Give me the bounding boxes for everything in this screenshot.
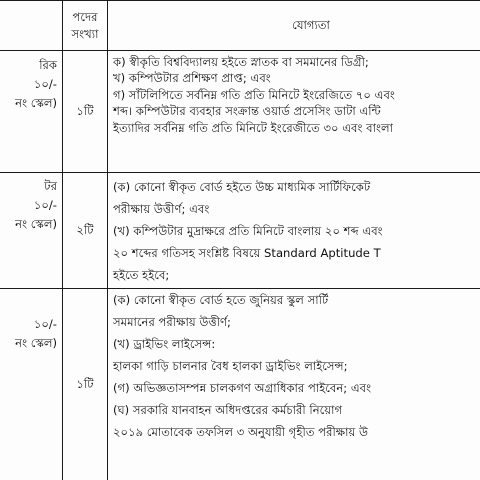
post-name-cell (0, 51, 63, 173)
qualification-cell (108, 173, 480, 289)
table-row (0, 289, 480, 480)
table-row (0, 51, 480, 173)
qualification-line: সমমানের পরীক্ষায় উত্তীর্ণ; (113, 315, 231, 329)
post-name-line: ১০/- (33, 198, 57, 212)
post-name-line: নং স্কেল) (15, 336, 57, 350)
qualification-line: পরীক্ষায় উত্তীর্ণ; এবং (113, 202, 210, 216)
qualification-header: যোগ্যতা (108, 1, 480, 51)
qualification-line: (খ) ড্রাইভিং লাইসেন্স: (113, 337, 216, 351)
post-name-cell (0, 173, 63, 289)
post-count-cell: ২টি (63, 173, 108, 289)
post-name-cell (0, 289, 63, 480)
post-name-header (0, 1, 63, 51)
post-count-header (63, 1, 108, 51)
qualification-line: (ক) কোনো স্বীকৃত বোর্ড হইতে উচ্চ মাধ্যমিক সার্টিফিকেট (113, 180, 371, 194)
post-count-header-line1: পদের (72, 10, 98, 25)
post-name-line: টর (44, 179, 57, 193)
qualification-cell (108, 51, 480, 173)
post-name-line: ১০/- (33, 317, 57, 331)
qualification-line: খ) কম্পিউটার প্রশিক্ষণ প্রাপ্ত; এবং (113, 71, 271, 86)
qualification-line: ২০১৯ মোতাবেক তফসিল ৩ অনুযায়ী গৃহীত পরীক্ষায় উ (113, 425, 369, 439)
post-name-line: নং স্কেল) (15, 217, 57, 231)
qualification-line: (গ) অভিজ্ঞতাসম্পন্ন চালকগণ অগ্রাধিকার পাইবেন; এবং (113, 381, 372, 395)
post-count-header-line2: সংখ্যা (71, 26, 99, 41)
qualification-line: গ) সাঁটলিপিতে সর্বনিম্ন গতি প্রতি মিনিটে ইংরেজিতে ৭০ এবং (113, 87, 395, 102)
qualification-line: ক) স্বীকৃতি বিশ্ববিদ্যালয় হইতে স্নাতক বা সমমানের ডিগ্রী; (113, 55, 369, 69)
post-name-line: রিক (39, 58, 57, 72)
qualification-line: হইতে হইবে; (113, 268, 170, 282)
qualification-line: ২০ শব্দের গতিসহ সংশ্লিষ্ট বিষয়ে Standard Aptitude T (113, 246, 381, 260)
qualification-cell (108, 289, 480, 480)
qualification-line: ইত্যাদির সর্বনিম্ন গতি প্রতি মিনিটে ইংরেজীতে ৩০ এবং বাংলা (113, 120, 393, 135)
qualification-line: (খ) কম্পিউটার মুদ্রাক্ষরে প্রতি মিনিটে বাংলায় ২০ শব্দ এবং (113, 224, 383, 238)
post-name-line: নং স্কেল) (15, 96, 57, 110)
post-count-cell: ১টি (63, 51, 108, 173)
qualification-line: (ক) কোনো স্বীকৃত বোর্ড হতে জুনিয়র স্কুল সার্টি (113, 293, 329, 307)
post-count-cell: ১টি (63, 289, 108, 480)
qualification-line: হালকা গাড়ি চালনার বৈধ হালকা ড্রাইভিং লাইসেন্স; (113, 359, 348, 373)
table-row (0, 173, 480, 289)
qualification-line: শব্দ। কম্পিউটার ব্যবহার সংক্রান্ত ওয়ার্ড প্রসেসিং ডাটা এন্টি (113, 104, 381, 119)
table-header-row (0, 1, 480, 51)
qualification-line: (ঘ) সরকারি যানবাহন অধিদপ্তরের কর্মচারী নিয়োগ (113, 403, 343, 417)
post-name-line: ১০/- (33, 77, 57, 91)
